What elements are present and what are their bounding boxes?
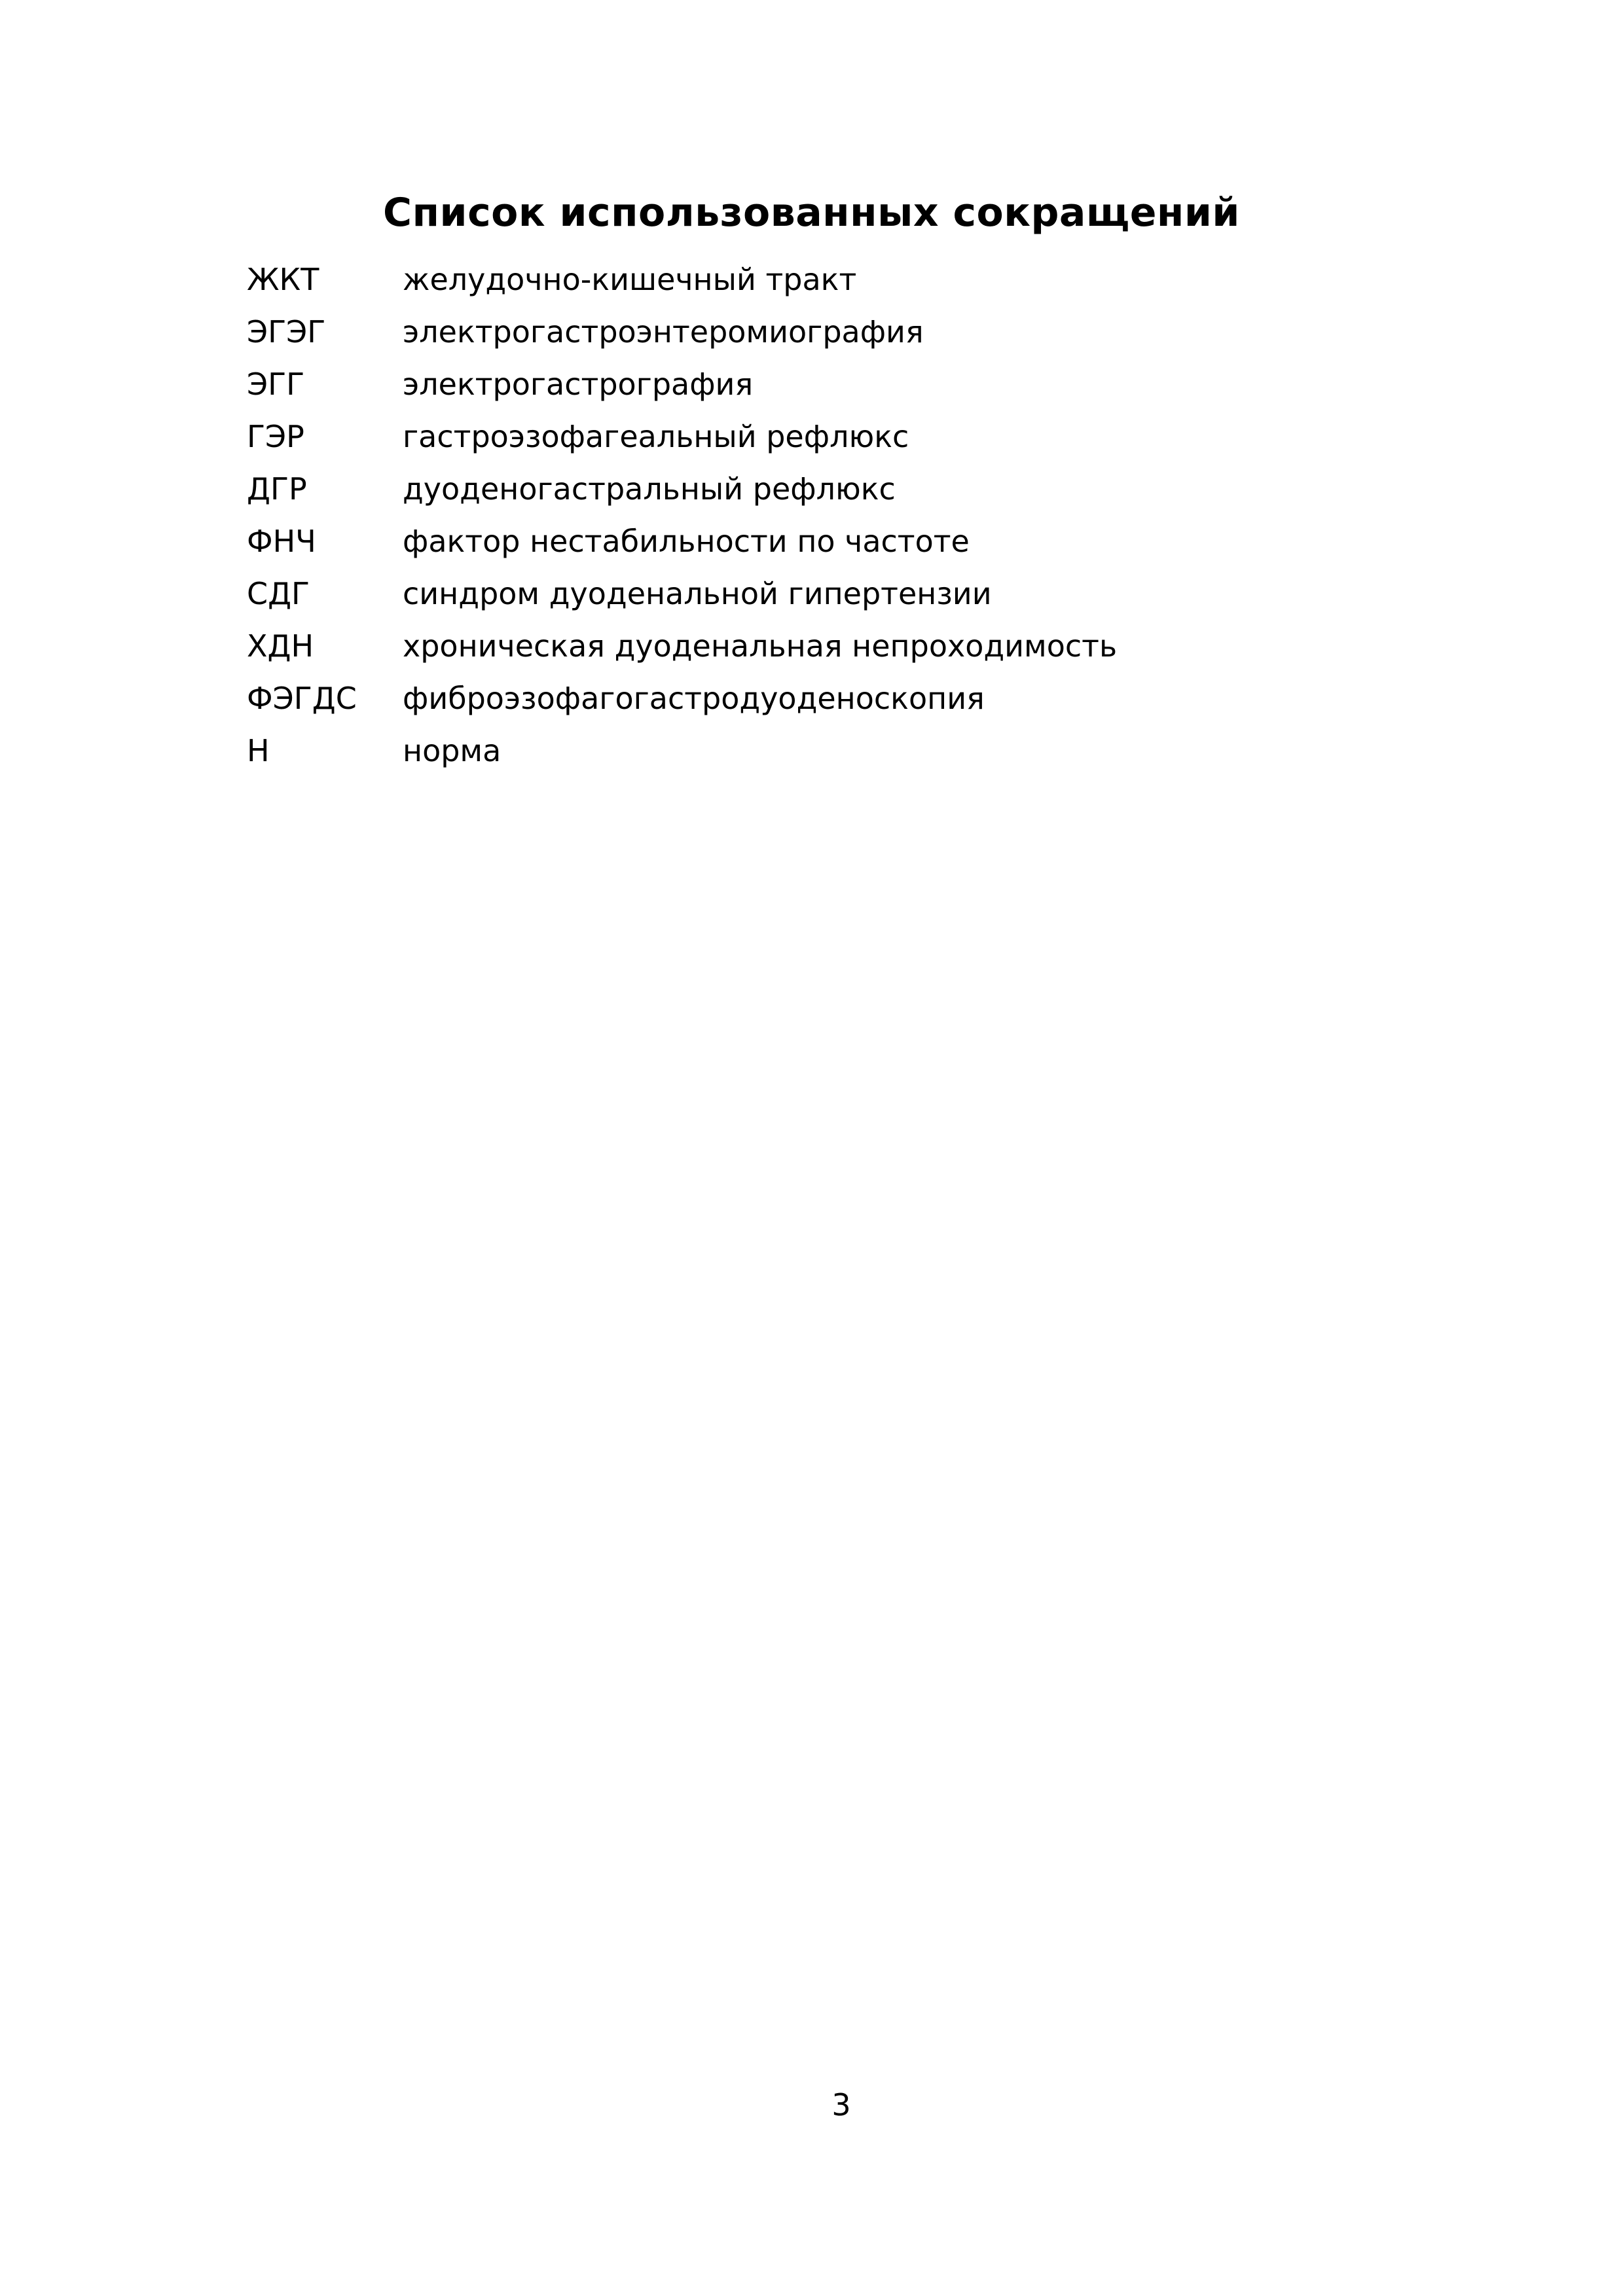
abbreviation-list bbox=[247, 253, 1117, 777]
list-item bbox=[247, 358, 1117, 410]
abbreviation-definition: электрогастрография bbox=[403, 367, 754, 402]
abbreviation-definition: синдром дуоденальной гипертензии bbox=[403, 576, 992, 611]
abbreviation-term: ЖКТ bbox=[247, 262, 319, 297]
abbreviation-definition: гастроэзофагеальный рефлюкс bbox=[403, 419, 909, 454]
abbreviation-definition: дуоденогастральный рефлюкс bbox=[403, 471, 896, 507]
page-number: 3 bbox=[831, 2087, 851, 2123]
list-item bbox=[247, 620, 1117, 672]
abbreviation-definition: желудочно-кишечный тракт bbox=[403, 262, 857, 297]
list-item bbox=[247, 410, 1117, 463]
list-item bbox=[247, 725, 1117, 777]
abbreviation-definition: норма bbox=[403, 733, 501, 768]
abbreviation-term: ГЭР bbox=[247, 419, 304, 454]
list-item bbox=[247, 567, 1117, 620]
abbreviation-definition: фиброэзофагогастродуоденоскопия bbox=[403, 681, 985, 716]
abbreviation-definition: фактор нестабильности по частоте bbox=[403, 524, 970, 559]
page-title: Список использованных сокращений bbox=[383, 190, 1240, 236]
abbreviation-term: Н bbox=[247, 733, 270, 768]
abbreviation-term: ХДН bbox=[247, 628, 314, 664]
list-item bbox=[247, 672, 1117, 725]
abbreviation-term: ФЭГДС bbox=[247, 681, 357, 716]
abbreviation-term: ФНЧ bbox=[247, 524, 316, 559]
list-item bbox=[247, 306, 1117, 358]
abbreviation-definition: электрогастроэнтеромиография bbox=[403, 314, 924, 350]
abbreviation-term: ДГР bbox=[247, 471, 307, 507]
abbreviation-definition: хроническая дуоденальная непроходимость bbox=[403, 628, 1118, 664]
abbreviation-term: ЭГГ bbox=[247, 367, 305, 402]
list-item bbox=[247, 463, 1117, 515]
list-item bbox=[247, 253, 1117, 306]
abbreviation-term: ЭГЭГ bbox=[247, 314, 326, 350]
abbreviation-term: СДГ bbox=[247, 576, 310, 611]
list-item bbox=[247, 515, 1117, 567]
